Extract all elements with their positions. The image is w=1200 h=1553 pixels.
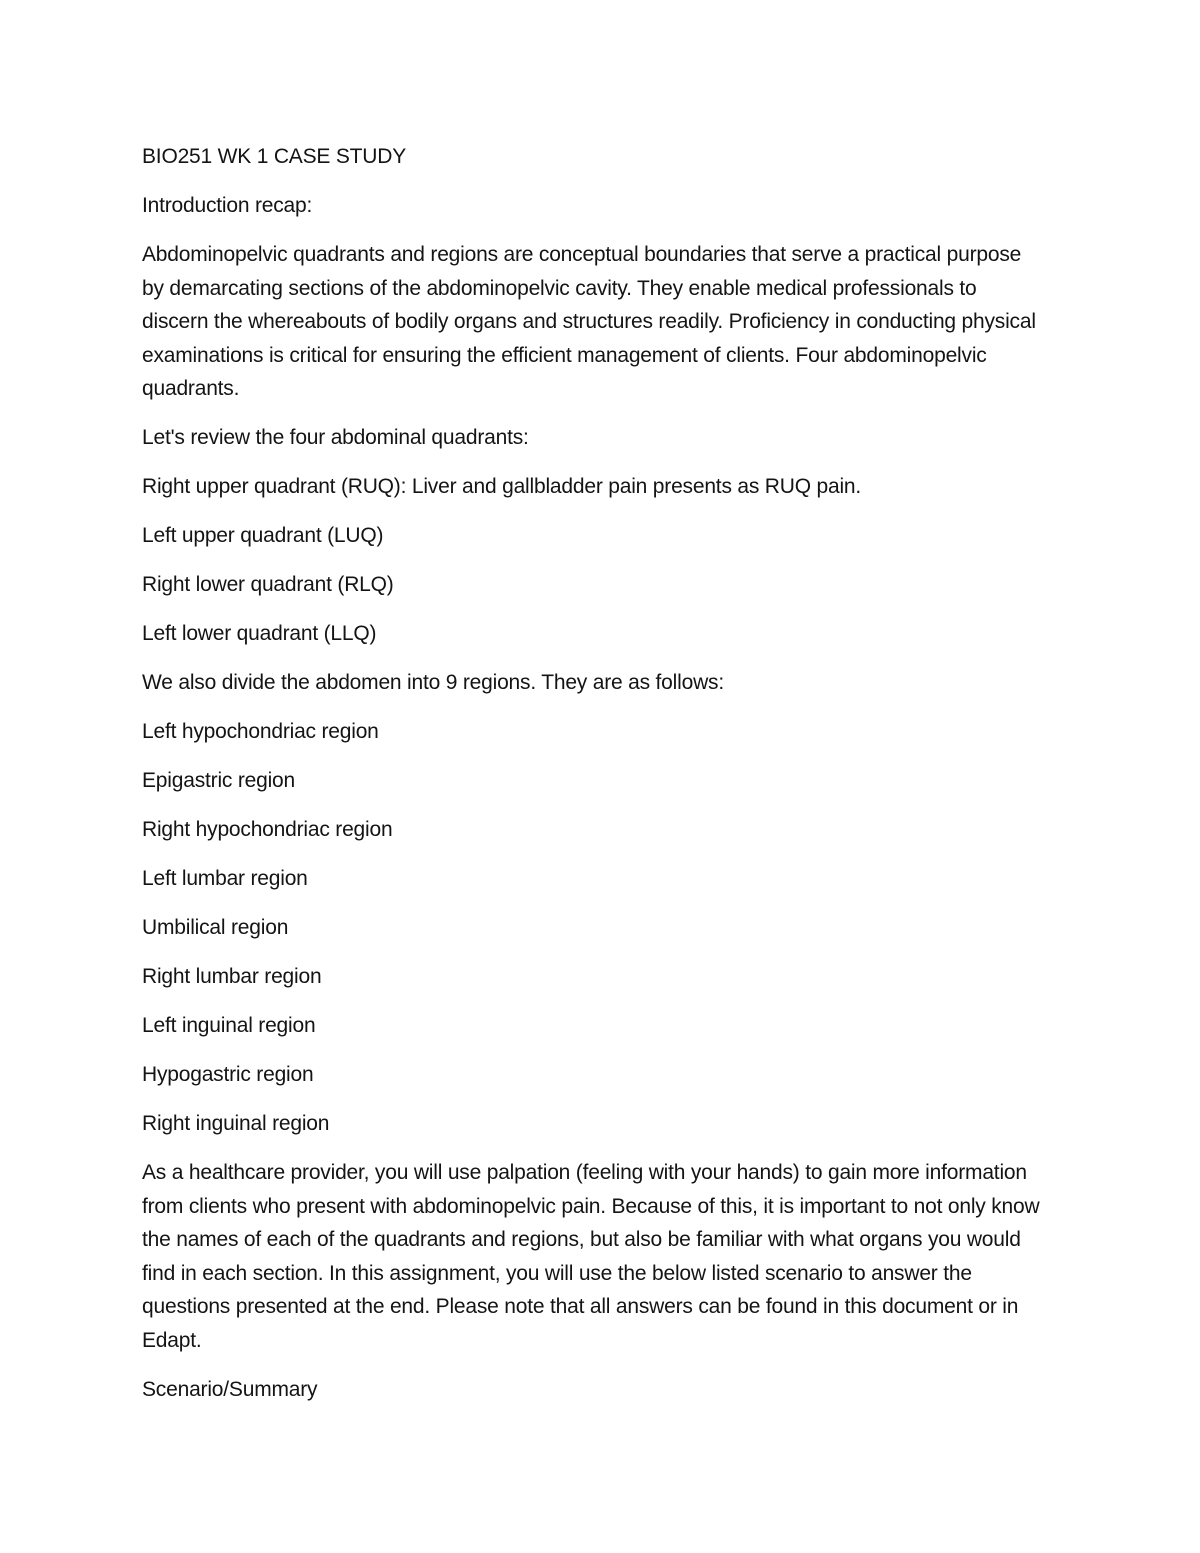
region-item: Right inguinal region bbox=[142, 1112, 330, 1135]
quadrant-item: Right lower quadrant (RLQ) bbox=[142, 573, 394, 596]
scenario-heading: Scenario/Summary bbox=[142, 1377, 318, 1401]
document-title: BIO251 WK 1 CASE STUDY bbox=[142, 145, 407, 168]
regions-heading: We also divide the abdomen into 9 regions. They are as follows: bbox=[142, 671, 724, 694]
region-item: Hypogastric region bbox=[142, 1063, 314, 1086]
quadrant-item: Right upper quadrant (RUQ): Liver and gallbladder pain presents as RUQ pain. bbox=[142, 475, 862, 498]
region-item: Left lumbar region bbox=[142, 867, 308, 890]
region-item: Right lumbar region bbox=[142, 965, 322, 988]
document-body bbox=[142, 140, 1052, 1422]
region-item: Umbilical region bbox=[142, 916, 289, 939]
region-item: Right hypochondriac region bbox=[142, 818, 393, 841]
palpation-paragraph: As a healthcare provider, you will use palpation (feeling with your hands) to gain more information from clients who present with abdominopelvic pain. Because of this, it is important to not only know the names of each of the quadrants and regions, but also be familiar with what organs you would find in each section. In this assignment, you will use the below listed scenario to answer the questions presented at the end. Please note that all answers can be found in this document or in Edapt. bbox=[142, 1161, 1040, 1352]
region-item: Epigastric region bbox=[142, 769, 296, 792]
region-item: Left hypochondriac region bbox=[142, 720, 379, 743]
quadrants-heading: Let's review the four abdominal quadrants: bbox=[142, 426, 529, 449]
quadrant-item: Left lower quadrant (LLQ) bbox=[142, 622, 377, 645]
region-item: Left inguinal region bbox=[142, 1014, 316, 1037]
intro-paragraph: Abdominopelvic quadrants and regions are conceptual boundaries that serve a practical purpose by demarcating sections of the abdominopelvic cavity. They enable medical professionals to discern the whereabouts of bodily organs and structures readily. Proficiency in conducting physical examinations is critical for ensuring the efficient management of clients. Four abdominopelvic quadrants. bbox=[142, 243, 1036, 400]
quadrant-item: Left upper quadrant (LUQ) bbox=[142, 524, 384, 547]
intro-heading: Introduction recap: bbox=[142, 194, 313, 217]
